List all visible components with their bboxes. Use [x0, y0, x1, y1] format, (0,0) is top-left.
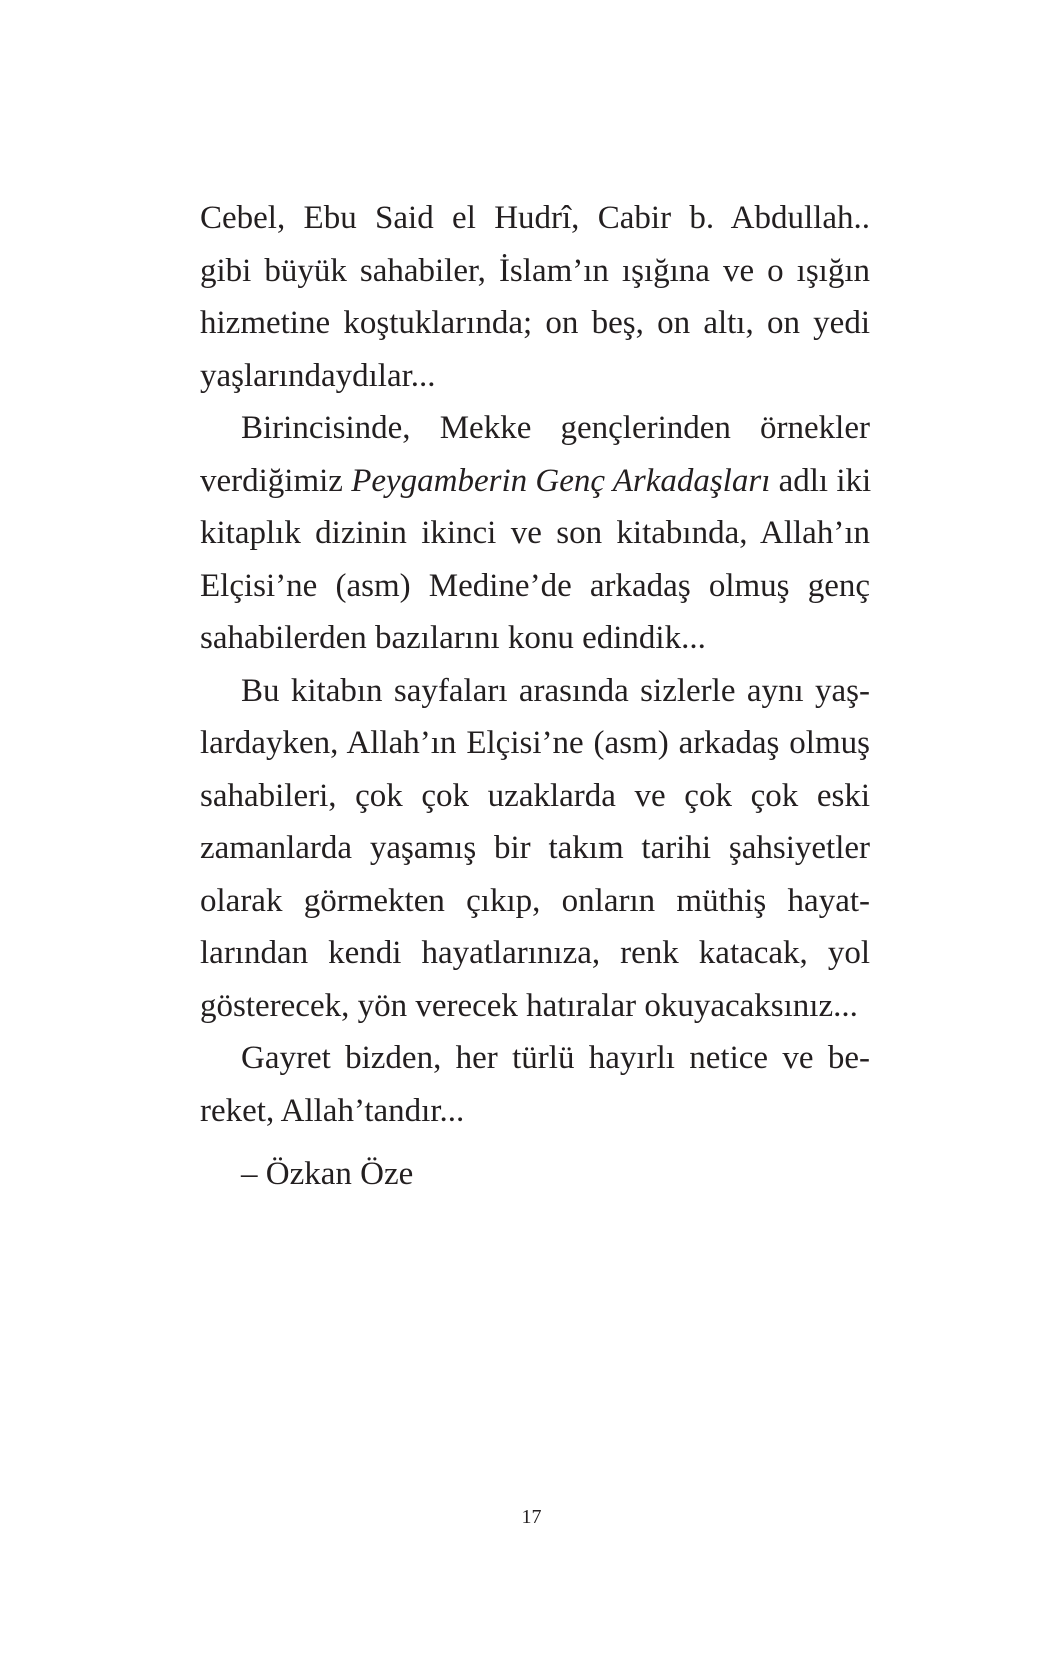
text-line: lardayken, Allah’ın Elçisi’ne (asm) arkadaş olmuş	[200, 725, 870, 761]
text-line: sahabilerden bazılarını konu edindik...	[200, 620, 706, 656]
author-signature: – Özkan Öze	[241, 1156, 414, 1192]
page-number: 17	[521, 1506, 542, 1528]
text-line: Birincisinde, Mekke gençlerinden örnekler	[241, 410, 870, 446]
text-line: Gayret bizden, her türlü hayırlı netice ve be-	[241, 1040, 870, 1076]
text-line: zamanlarda yaşamış bir takım tarihi şahsiyetler	[200, 830, 870, 866]
book-title-italic: Peygamberin Genç Arkadaşları	[351, 462, 771, 499]
text-line: yaşlarındaydılar...	[200, 357, 436, 394]
body-text	[200, 192, 870, 1137]
text-line: Elçisi’ne (asm) Medine’de arkadaş olmuş genç	[200, 567, 870, 604]
text-line: gibi büyük sahabiler, İslam’ın ışığına ve o ışığın	[200, 252, 870, 289]
text-line: hizmetine koştuklarında; on beş, on altı, on yedi	[200, 305, 870, 341]
text-line: sahabileri, çok çok uzaklarda ve çok çok eski	[200, 777, 870, 814]
text-line: Bu kitabın sayfaları arasında sizlerle aynı yaş-	[241, 672, 870, 709]
text-line: kitaplık dizinin ikinci ve son kitabında, Allah’ın	[200, 515, 870, 551]
text-line: reket, Allah’tandır...	[200, 1092, 465, 1129]
text-line: verdiğimiz Peygamberin Genç Arkadaşları adlı iki	[200, 462, 872, 499]
text-line: larından kendi hayatlarınıza, renk katacak, yol	[200, 935, 870, 971]
text-line: gösterecek, yön verecek hatıralar okuyacaksınız...	[200, 987, 858, 1024]
text-line: Cebel, Ebu Said el Hudrî, Cabir b. Abdullah..	[200, 200, 870, 236]
text-line: olarak görmekten çıkıp, onların müthiş hayat-	[200, 882, 870, 919]
